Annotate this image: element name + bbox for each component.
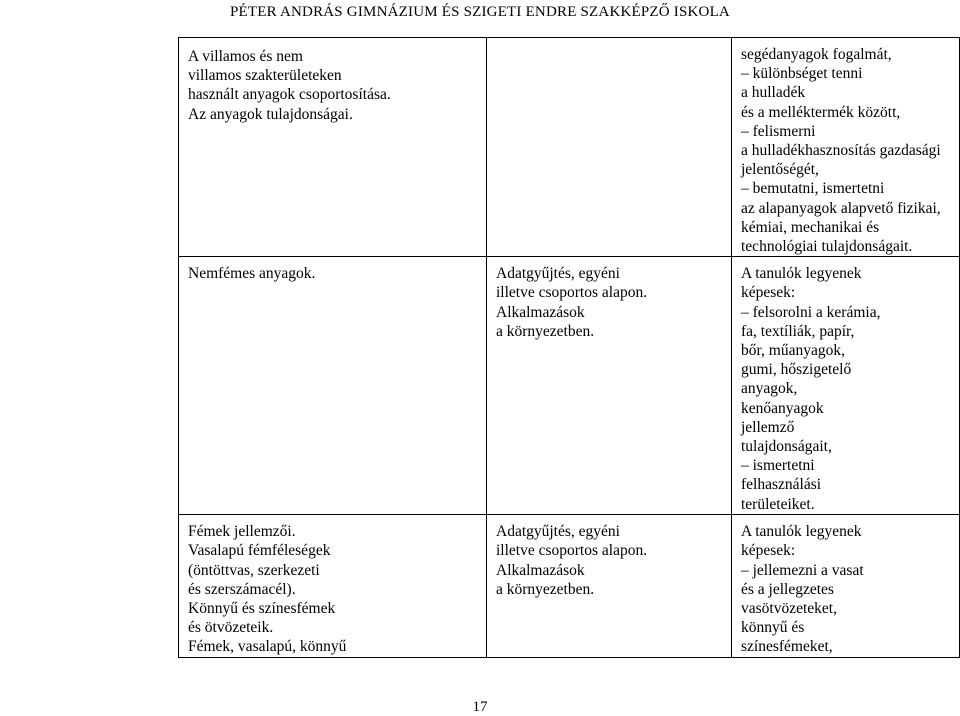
activity-cell [487, 38, 732, 257]
requirements-cell [732, 515, 960, 657]
requirement-line: képesek: [741, 542, 796, 560]
topic-line: A villamos és nem [188, 48, 303, 65]
requirement-line: a hulladék [741, 84, 806, 102]
requirement-line: – felsorolni a kerámia, [741, 303, 881, 321]
activity-line: illetve csoportos alapon. [496, 542, 648, 560]
table-row [179, 515, 960, 657]
topic-line: (öntöttvas, szerkezeti [188, 561, 320, 579]
requirements-cell [732, 257, 960, 515]
topic-line: villamos szakterületeken [188, 67, 342, 85]
topic-cell [179, 38, 487, 257]
requirement-line: színesfémeket, [741, 638, 833, 656]
topic-line: és ötvözeteik. [188, 619, 274, 637]
requirement-line: segédanyagok fogalmát, [741, 46, 892, 63]
activity-cell [487, 515, 732, 657]
activity-line: a környezetben. [496, 322, 595, 340]
requirement-line: fa, textíliák, papír, [741, 322, 855, 340]
activity-cell [487, 257, 732, 515]
requirement-line: könnyű és [741, 619, 805, 637]
requirement-line: – bemutatni, ismertetni [741, 180, 885, 198]
requirement-line: technológiai tulajdonságait. [741, 238, 913, 256]
activity-line: Alkalmazások [496, 561, 585, 579]
requirement-line: területeiket. [741, 495, 815, 513]
requirement-line: – különbséget tenni [741, 65, 863, 83]
requirements-cell [732, 38, 960, 257]
topic-line: Fémek, vasalapú, könnyű [188, 638, 347, 656]
activity-line: a környezetben. [496, 580, 595, 598]
page-number: 17 [472, 699, 488, 715]
table-row [179, 38, 960, 257]
topic-line: és szerszámacél). [188, 580, 296, 598]
topic-line: Nemfémes anyagok. [188, 265, 316, 283]
topic-line: Fémek jellemzői. [188, 523, 296, 541]
activity-line: Adatgyűjtés, egyéni [496, 265, 620, 283]
requirement-line: a hulladékhasznosítás gazdasági [741, 142, 941, 160]
table-row [179, 257, 960, 515]
topic-line: Vasalapú fémféleségek [188, 542, 331, 560]
topic-line: használt anyagok csoportosítása. [188, 86, 391, 104]
requirement-line: A tanulók legyenek [741, 523, 862, 541]
topic-cell [179, 257, 487, 515]
topic-line: Könnyű és színesfémek [188, 600, 336, 618]
requirement-line: jellemző [741, 418, 795, 436]
requirement-line: – ismertetni [741, 457, 815, 475]
document-header: PÉTER ANDRÁS GIMNÁZIUM ÉS SZIGETI ENDRE SZAKKÉPZŐ ISKOLA [230, 4, 730, 20]
requirement-line: képesek: [741, 284, 796, 302]
topic-line: Az anyagok tulajdonságai. [188, 105, 353, 123]
requirement-line: – jellemezni a vasat [741, 561, 864, 579]
requirement-line: kémiai, mechanikai és [741, 218, 880, 236]
requirement-line: – felismerni [741, 122, 816, 140]
activity-line: Alkalmazások [496, 303, 585, 321]
requirement-line: és a melléktermék között, [741, 103, 901, 121]
requirement-line: bőr, műanyagok, [741, 342, 845, 360]
requirement-line: és a jellegzetes [741, 580, 834, 598]
requirement-line: gumi, hőszigetelő [741, 361, 852, 379]
requirement-line: A tanulók legyenek [741, 265, 862, 283]
requirement-line: tulajdonságait, [741, 438, 832, 456]
requirement-line: kenőanyagok [741, 399, 824, 417]
requirement-line: felhasználási [741, 476, 822, 494]
requirement-line: az alapanyagok alapvető fizikai, [741, 199, 941, 217]
requirement-line: jelentőségét, [741, 161, 819, 179]
requirement-line: vasötvözeteket, [741, 600, 837, 618]
activity-line: illetve csoportos alapon. [496, 284, 648, 302]
activity-line: Adatgyűjtés, egyéni [496, 523, 620, 541]
curriculum-table [178, 37, 960, 658]
topic-cell [179, 515, 487, 657]
requirement-line: anyagok, [741, 380, 798, 398]
